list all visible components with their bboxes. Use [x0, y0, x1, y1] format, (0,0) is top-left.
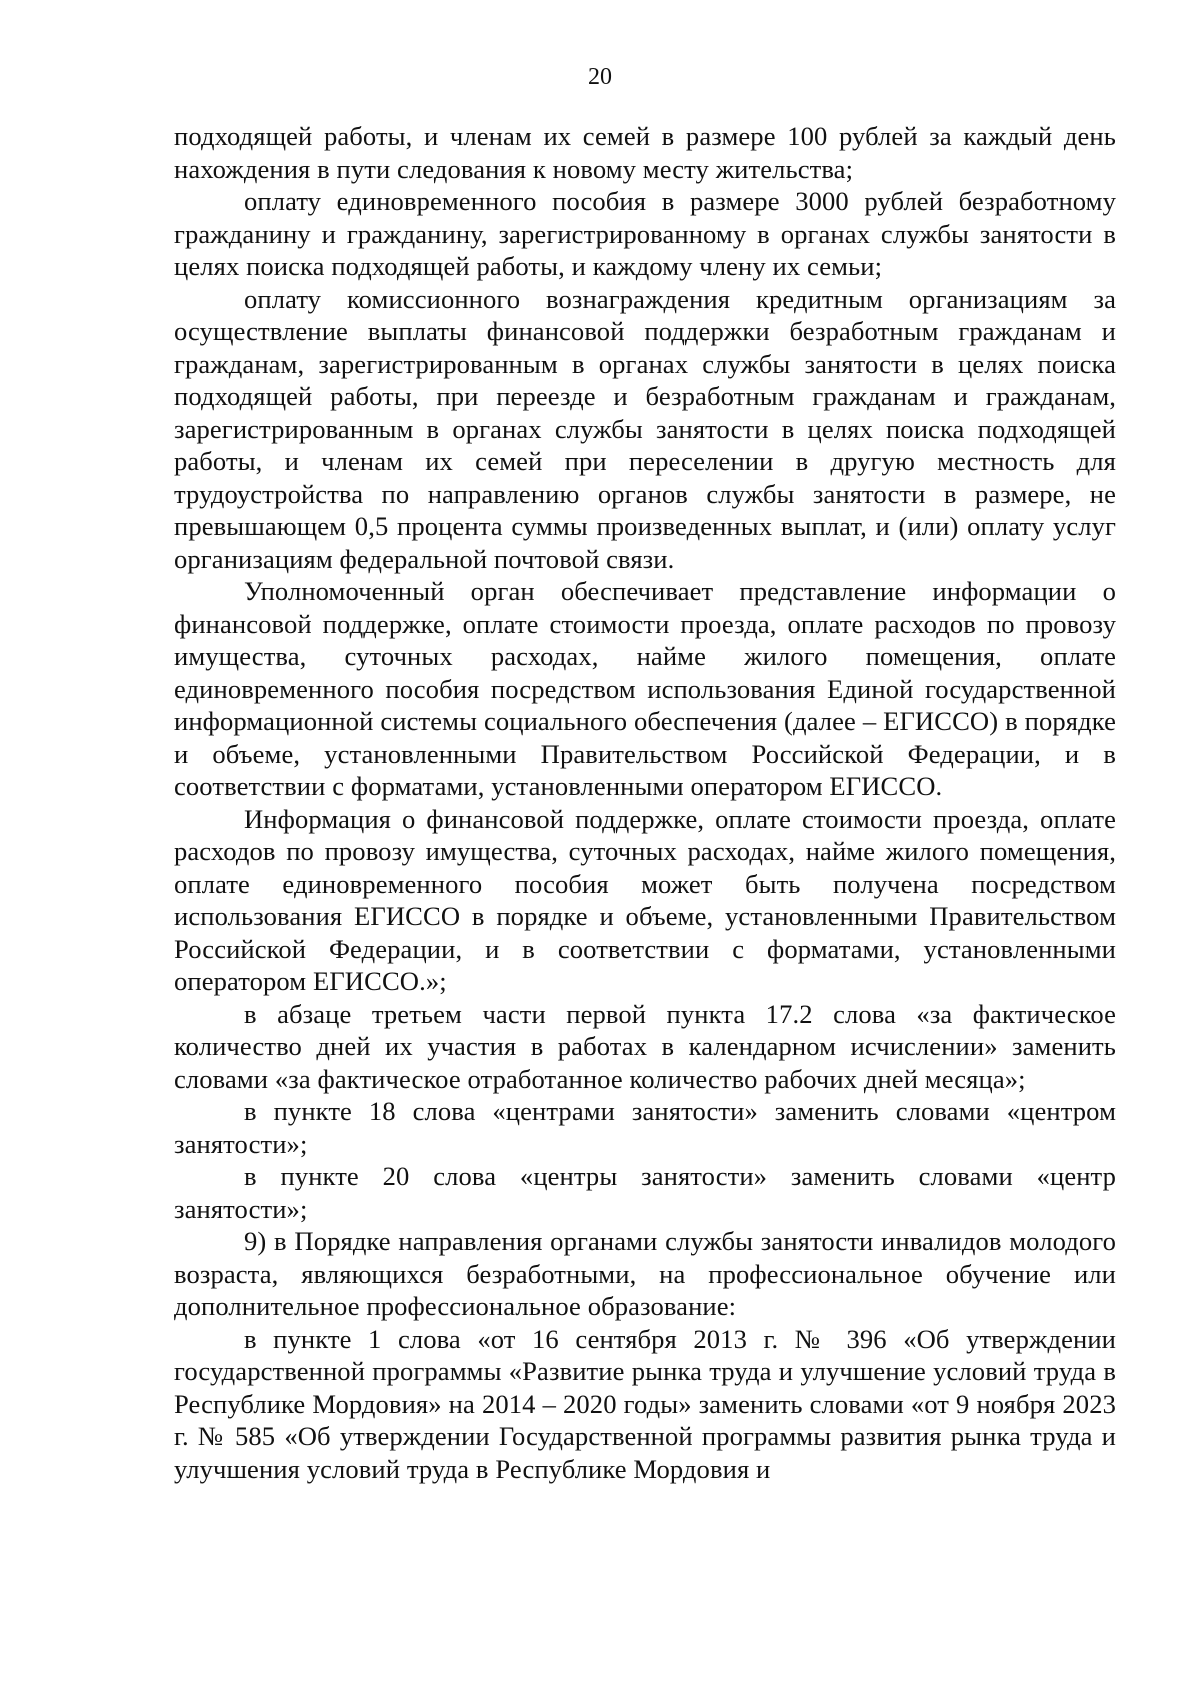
paragraph-egisso-info: Информация о финансовой поддержке, оплате стоимости проезда, оплате расходов по провозу имущества, суточных расходах, найме жилого помещения, оплате единовременного пособия может быть получена посредством использования ЕГИССО в порядке и объеме, установленными Правительством Российской Федерации, и в соответствии с форматами, установленными оператором ЕГИССО.»;	[174, 803, 1116, 996]
document-body	[174, 120, 1116, 1485]
paragraph-commission-fee: оплату комиссионного вознаграждения кредитным организациям за осуществление выплаты финансовой поддержки безработным гражданам и гражданам, зарегистрированным в органах службы занятости в целях поиска подходящей работы, при переезде и безработным гражданам и гражданам, зарегистрированным в органах службы занятости в целях поиска подходящей работы, и членам их семей при переселении в другую местность для трудоустройства по направлению органов службы занятости в размере, не превышающем 0,5 процента суммы произведенных выплат, и (или) оплату услуг организациям федеральной почтовой связи.	[174, 283, 1116, 574]
paragraph-item-9-procedure: 9) в Порядке направления органами службы занятости инвалидов молодого возраста, являющихся безработными, на профессиональное обучение или дополнительное профессиональное образование:	[174, 1226, 1116, 1321]
paragraph-continuation: подходящей работы, и членам их семей в размере 100 рублей за каждый день нахождения в пути следования к новому месту жительства;	[174, 121, 1116, 184]
paragraph-item-20: в пункте 20 слова «центры занятости» заменить словами «центр занятости»;	[174, 1161, 1116, 1224]
paragraph-item-17-2: в абзаце третьем части первой пункта 17.2 слова «за фактическое количество дней их участия в работах в календарном исчислении» заменить словами «за фактическое отработанное количество рабочих дней месяца»;	[174, 998, 1116, 1094]
page-number: 20	[588, 64, 612, 90]
paragraph-authorized-body: Уполномоченный орган обеспечивает представление информации о финансовой поддержке, оплате стоимости проезда, оплате расходов по провозу имущества, суточных расходах, найме жилого помещения, оплате единовременного пособия посредством использования Единой государственной информационной системы социального обеспечения (далее – ЕГИССО) в порядке и объеме, установленными Правительством Российской Федерации, и в соответствии с форматами, установленными оператором ЕГИССО.	[174, 576, 1116, 801]
paragraph-lump-sum-allowance: оплату единовременного пособия в размере 3000 рублей безработному гражданину и гражданину, зарегистрированному в органах службы занятости в целях поиска подходящей работы, и каждому члену их семьи;	[174, 186, 1116, 281]
paragraph-item-1-program: в пункте 1 слова «от 16 сентября 2013 г. № 396 «Об утверждении государственной программы «Развитие рынка труда и улучшение условий труда в Республике Мордовия» на 2014 – 2020 годы» заменить словами «от 9 ноября 2023 г. № 585 «Об утверждении Государственной программы развития рынка труда и улучшения условий труда в Республике Мордовия и	[174, 1323, 1116, 1484]
paragraph-item-18: в пункте 18 слова «центрами занятости» заменить словами «центром занятости»;	[174, 1096, 1116, 1159]
